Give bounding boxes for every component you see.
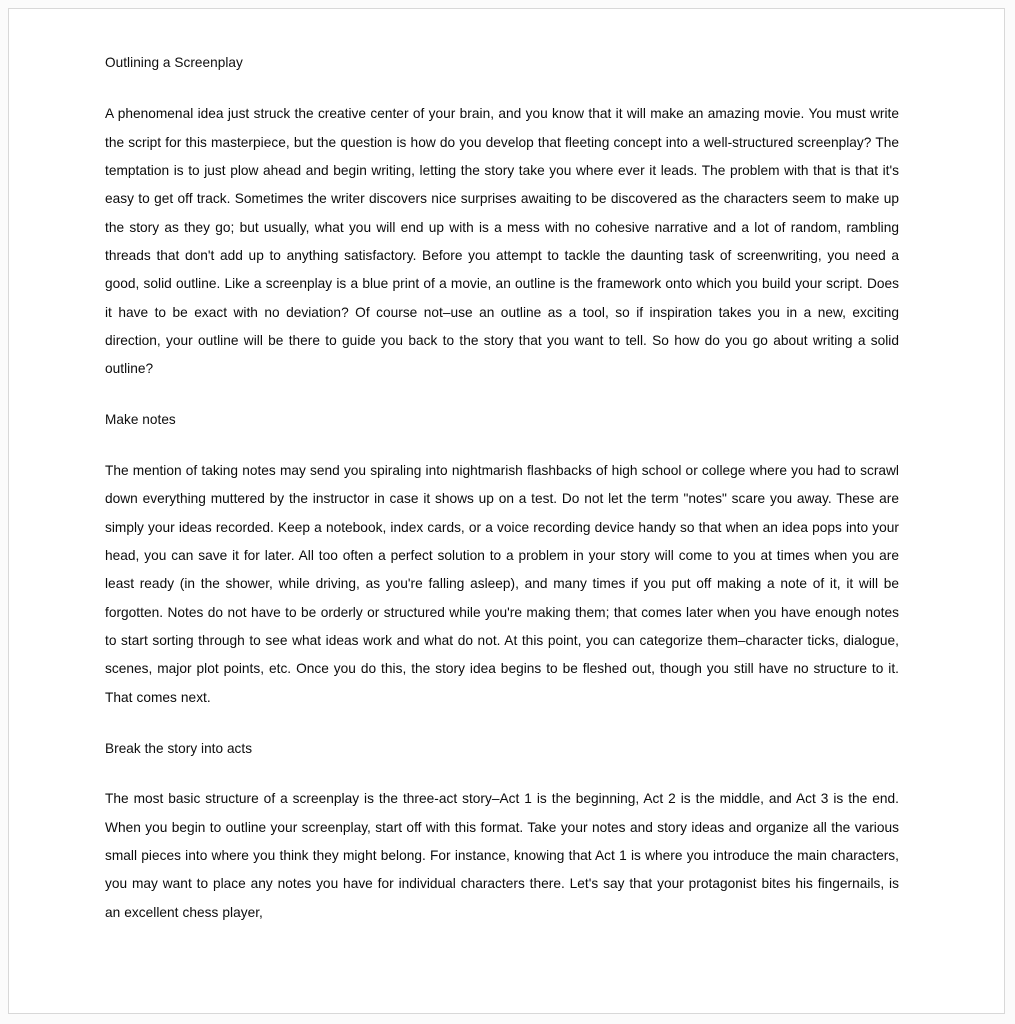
paragraph-break-into-acts: The most basic structure of a screenplay is the three-act story–Act 1 is the beginning, Act 2 is the middle, and Act 3 is the end. When you begin to outline your screenplay, start off with this format. Take your notes and story ideas and organize all the various small pieces into where you think they might belong. For instance, knowing that Act 1 is where you introduce the main characters, you may want to place any notes you have for individual characters there. Let's say that your protagonist bites his fingernails, is an excellent chess player,: [105, 791, 899, 920]
block-spacer: [105, 763, 899, 785]
document-page: [8, 8, 1005, 1014]
page-bottom-clip: [105, 927, 899, 937]
paragraph-intro: A phenomenal idea just struck the creative center of your brain, and you know that it will make an amazing movie. You must write the script for this masterpiece, but the question is how do you develop that fleeting concept into a well-structured screenplay? The temptation is to just plow ahead and begin writing, letting the story take you where ever it leads. The problem with that is that it's easy to get off track. Sometimes the writer discovers nice surprises awaiting to be discovered as the characters seem to make up the story as they go; but usually, what you will end up with is a mess with no cohesive narrative and a lot of random, rambling threads that don't add up to anything satisfactory. Before you attempt to tackle the daunting task of screenwriting, you need a good, solid outline. Like a screenplay is a blue print of a movie, an outline is the framework onto which you build your script. Does it have to be exact with no deviation? Of course not–use an outline as a tool, so if inspiration takes you in a new, exciting direction, your outline will be there to guide you back to the story that you want to tell. So how do you go about writing a solid outline?: [105, 106, 899, 377]
heading-break-the-story-into-acts: Break the story into acts: [105, 741, 253, 757]
block-spacer: [105, 712, 899, 735]
document-body: [105, 49, 899, 937]
heading-make-notes: Make notes: [105, 411, 176, 427]
block-spacer: [105, 77, 899, 100]
paragraph-make-notes: The mention of taking notes may send you spiraling into nightmarish flashbacks of high school or college where you had to scrawl down everything muttered by the instructor in case it shows up on a test. Do not let the term "notes" scare you away. These are simply your ideas recorded. Keep a notebook, index cards, or a voice recording device handy so that when an idea pops into your head, you can save it for later. All too often a perfect solution to a problem in your story will come to you at times when you are least ready (in the shower, while driving, as you're falling asleep), and many times if you put off making a note of it, it will be forgotten. Notes do not have to be orderly or structured while you're making them; that comes later when you have enough notes to start sorting through to see what ideas work and what do not. At this point, you can categorize them–character ticks, dialogue, scenes, major plot points, etc. Once you do this, the story idea begins to be fleshed out, though you still have no structure to it. That comes next.: [105, 463, 899, 705]
heading-outlining-a-screenplay: Outlining a Screenplay: [105, 55, 243, 70]
block-spacer: [105, 434, 899, 457]
block-spacer: [105, 384, 899, 406]
